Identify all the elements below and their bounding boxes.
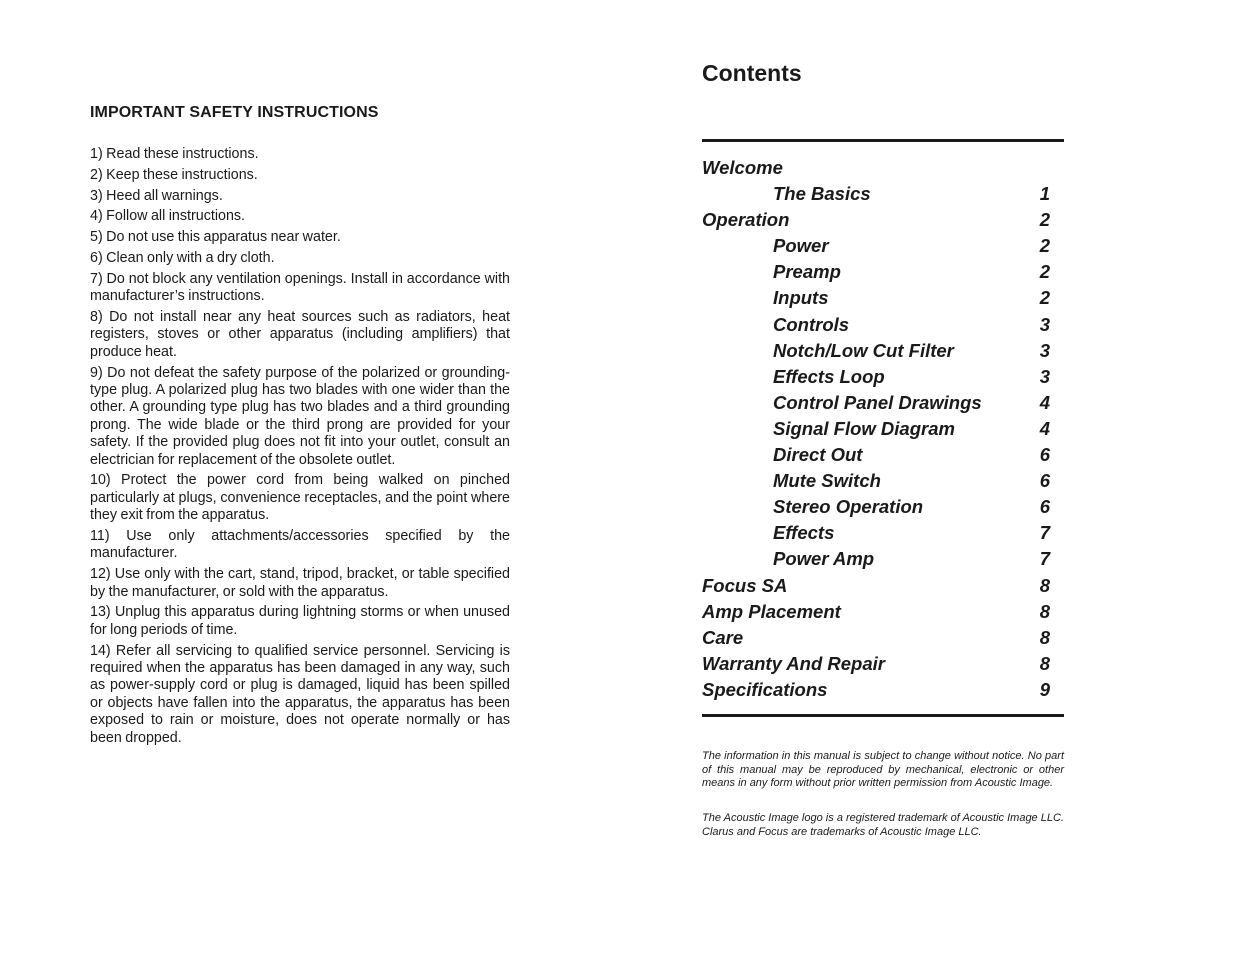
toc-entry-page: 2 (1039, 287, 1050, 309)
toc-entry-page: 7 (1039, 548, 1050, 570)
safety-item: 13) Unplug this apparatus during lightning storms or when unused for long periods of time. (90, 604, 510, 638)
safety-item: 1) Read these instructions. (90, 146, 259, 162)
toc-entry-page: 7 (1039, 522, 1050, 544)
toc-entry-label: Specifications (702, 678, 828, 700)
toc-entry-label: Stereo Operation (773, 496, 924, 518)
toc-entry (702, 233, 1064, 259)
toc-entry-page: 8 (1039, 626, 1050, 648)
toc-entry-page: 8 (1039, 652, 1050, 674)
toc-entry-label: Care (702, 626, 744, 648)
toc-entry (702, 599, 1064, 625)
toc-entry-label: Power Amp (773, 548, 875, 570)
toc-entry (702, 155, 1064, 181)
toc-entry-label: Warranty And Repair (702, 652, 885, 674)
safety-item: 5) Do not use this apparatus near water. (90, 229, 341, 246)
safety-item: 14) Refer all servicing to qualified service personnel. Servicing is required when the apparatus has been damaged in any way, such as power-supply cord or plug is damaged, liquid has been spilled or objects have fallen into the apparatus, the apparatus has been exposed to rain or moisture, does not operate normally or has been dropped. (90, 642, 510, 746)
safety-item: 3) Heed all warnings. (90, 187, 223, 204)
toc-entry-page: 4 (1039, 417, 1050, 439)
toc-entry (702, 677, 1064, 703)
toc-entry-label: Inputs (773, 287, 829, 309)
toc-entry-page: 3 (1039, 313, 1050, 335)
toc-entry-label: Preamp (773, 261, 841, 283)
toc-entry (702, 494, 1064, 520)
contents-title: Contents (702, 60, 802, 86)
toc-entry (702, 338, 1064, 364)
toc-entry (702, 390, 1064, 416)
toc-entry-page: 2 (1039, 209, 1050, 231)
table-of-contents (702, 142, 1064, 714)
toc-entry-page: 8 (1039, 600, 1050, 622)
toc-entry (702, 651, 1064, 677)
toc-entry (702, 625, 1064, 651)
toc-entry-label: Welcome (702, 157, 783, 178)
toc-entry (702, 364, 1064, 390)
toc-entry-page: 6 (1039, 496, 1050, 518)
contents-page (702, 58, 1064, 839)
toc-entry-label: Controls (773, 313, 850, 335)
trademark-notice: The Acoustic Image logo is a registered trademark of Acoustic Image LLC. Clarus and Focus are trademarks of Acoustic Image LLC. (702, 812, 1064, 838)
safety-item: 8) Do not install near any heat sources such as radiators, heat registers, stoves or other apparatus (including amplifiers) that produce heat. (90, 308, 510, 360)
safety-item: 2) Keep these instructions. (90, 166, 258, 183)
safety-item: 10) Protect the power cord from being walked on pinched particularly at plugs, convenience receptacles, and the point where they exit from the apparatus. (90, 472, 510, 524)
toc-entry-label: Focus SA (702, 574, 788, 596)
safety-item: 11) Use only attachments/accessories specified by the manufacturer. (90, 528, 510, 562)
toc-entry-page: 6 (1039, 470, 1050, 492)
safety-instructions-list (90, 146, 510, 747)
toc-entry-label: Signal Flow Diagram (773, 417, 955, 439)
toc-entry-page: 2 (1039, 261, 1050, 283)
toc-entry (702, 259, 1064, 285)
safety-item: 9) Do not defeat the safety purpose of the polarized or grounding-type plug. A polarized plug has two blades with one wider than the other. A grounding type plug has two blades and a third grounding prong. The wide blade or the third prong are provided for your safety. If the provided plug does not fit into your outlet, consult an electrician for replacement of the obsolete outlet. (90, 364, 510, 468)
safety-item: 4) Follow all instructions. (90, 208, 246, 225)
toc-entry-label: Mute Switch (773, 470, 881, 492)
disclaimer-notice: The information in this manual is subject to change without notice. No part of this manual may be reproduced by mechanical, electronic or other means in any form without prior written permission from Acoustic Image. (702, 749, 1064, 790)
toc-entry (702, 285, 1064, 311)
safety-heading: IMPORTANT SAFETY INSTRUCTIONS (90, 104, 379, 121)
toc-entry-page: 8 (1039, 574, 1050, 596)
toc-entry (702, 416, 1064, 442)
toc-entry-page: 9 (1039, 678, 1050, 700)
toc-entry-page: 3 (1039, 365, 1050, 387)
safety-instructions-page (90, 104, 510, 750)
toc-entry-page: 6 (1039, 444, 1050, 466)
toc-entry-page: 4 (1039, 391, 1050, 413)
toc-entry (702, 181, 1064, 207)
toc-entry-label: Notch/Low Cut Filter (773, 339, 954, 361)
toc-entry-page: 1 (1039, 183, 1050, 205)
toc-entry-label: Operation (702, 209, 790, 231)
toc-entry-label: Effects (773, 522, 835, 544)
toc-entry-label: Direct Out (773, 444, 863, 466)
safety-item: 7) Do not block any ventilation openings. Install in accordance with manufacturer’s instructions. (90, 270, 510, 305)
toc-entry (702, 573, 1064, 599)
toc-entry (702, 442, 1064, 468)
safety-item: 6) Clean only with a dry cloth. (90, 249, 275, 266)
toc-entry (702, 312, 1064, 338)
toc-entry-label: Power (773, 235, 829, 257)
toc-entry (702, 520, 1064, 546)
toc-entry-label: Effects Loop (773, 365, 885, 387)
toc-entry-label: Amp Placement (702, 600, 841, 622)
toc-entry (702, 546, 1064, 572)
toc-entry-page: 2 (1039, 235, 1050, 257)
toc-entry-label: Control Panel Drawings (773, 391, 982, 413)
toc-entry (702, 468, 1064, 494)
toc-entry-label: The Basics (773, 183, 871, 205)
safety-item: 12) Use only with the cart, stand, tripod, bracket, or table specified by the manufacturer, or sold with the apparatus. (90, 566, 510, 600)
toc-entry-page: 3 (1039, 339, 1050, 361)
contents-bottom-rule (702, 714, 1064, 717)
toc-entry (702, 207, 1064, 233)
